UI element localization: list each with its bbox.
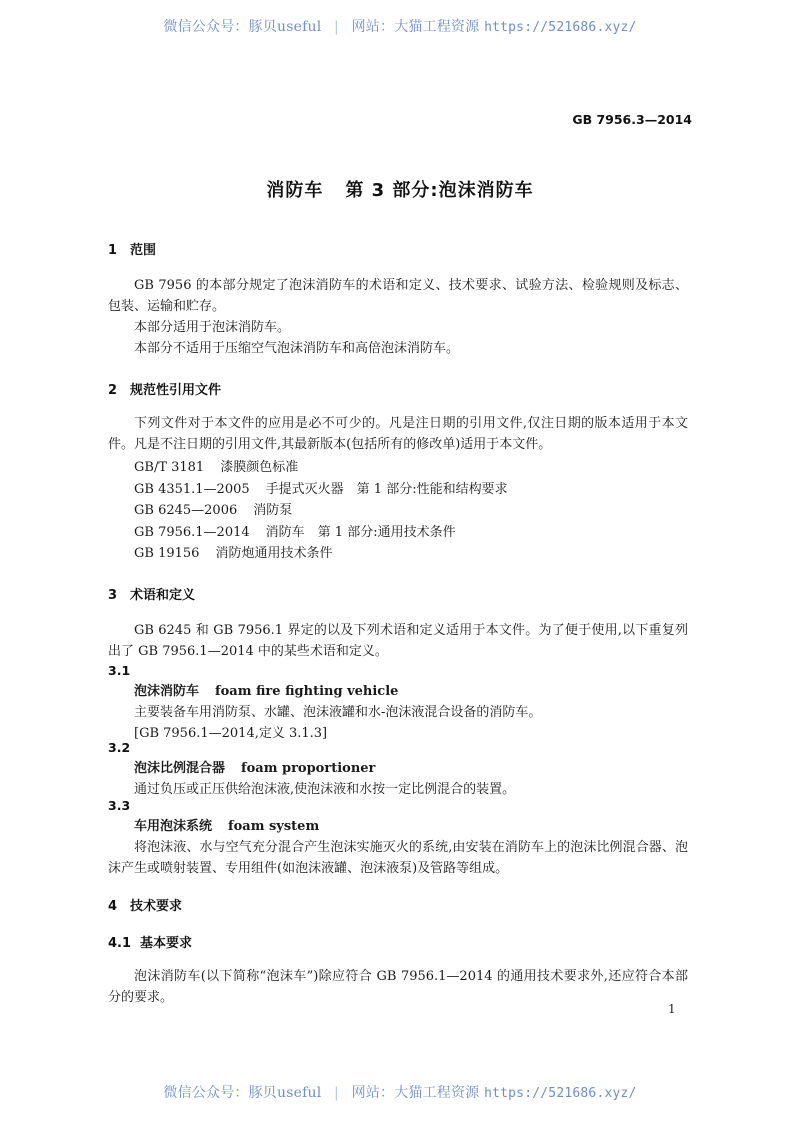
paragraph: 下列文件对于本文件的应用是必不可少的。凡是注日期的引用文件,仅注日期的版本适用于本文件。凡是不注日期的引用文件,其最新版本(包括所有的修改单)适用于本文件。: [108, 416, 688, 452]
term-name: [108, 681, 688, 702]
page-number: 1: [668, 1002, 676, 1016]
watermark-separator: |: [334, 1085, 339, 1101]
section-1-heading: [108, 239, 688, 258]
section-number: 2: [108, 383, 118, 398]
reference-code: GB 7956.1—2014: [134, 524, 250, 540]
paragraph: 本部分适用于泡沫消防车。: [134, 320, 291, 335]
title-part1: 消防车: [266, 180, 324, 201]
term-zh: 泡沫比例混合器: [134, 761, 226, 776]
term-zh: 车用泡沫系统: [134, 819, 213, 834]
subsection-title: 基本要求: [140, 936, 193, 951]
section-title: 术语和定义: [130, 588, 196, 603]
watermark-url-link[interactable]: https://521686.xyz/: [484, 1086, 637, 1101]
term-number: 3.2: [108, 740, 131, 755]
reference-title: 消防炮通用技术条件: [215, 546, 333, 561]
watermark-site: 网站：大猫工程资源: [351, 19, 480, 35]
term-en: foam system: [228, 819, 320, 834]
term-definition: 通过负压或正压供给泡沫液,使泡沫液和水按一定比例混合的装置。: [134, 782, 516, 797]
term-definition: 主要装备车用消防泵、水罐、泡沫液罐和水-泡沫液混合设备的消防车。: [134, 705, 542, 720]
paragraph: GB 7956 的本部分规定了泡沫消防车的术语和定义、技术要求、试验方法、检验规则及标志、包装、运输和贮存。: [108, 278, 688, 314]
reference-code: GB 19156: [134, 546, 200, 561]
section-2-body: [108, 413, 688, 455]
term-number: 3.3: [108, 798, 131, 813]
watermark-wechat: 微信公众号：豚贝useful: [163, 1085, 322, 1101]
section-1-body: [108, 275, 688, 359]
reference-code: GB 4351.1—2005: [134, 481, 250, 497]
watermark-site: 网站：大猫工程资源: [351, 1085, 480, 1101]
reference-list: [108, 457, 688, 565]
section-number: 1: [108, 243, 118, 258]
reference-item: [108, 522, 688, 544]
term-en: foam fire fighting vehicle: [215, 684, 399, 699]
standard-code: GB 7956.3—2014: [572, 112, 692, 127]
term-3-3: [108, 795, 688, 879]
document-title: [0, 176, 800, 202]
reference-title: 漆膜颜色标准: [220, 460, 299, 475]
term-3-1: [108, 660, 688, 744]
reference-code: GB/T 3181: [134, 460, 205, 475]
section-3-body: [108, 620, 688, 662]
term-definition: 将泡沫液、水与空气充分混合产生泡沫实施灭火的系统,由安装在消防车上的泡沫比例混合器、泡沫产生或喷射装置、专用组件(如泡沫液罐、泡沫液泵)及管路等组成。: [108, 840, 688, 876]
reference-title: 消防泵: [253, 503, 293, 518]
title-part2: 第 3 部分:泡沫消防车: [345, 180, 534, 201]
term-source: [GB 7956.1—2014,定义 3.1.3]: [134, 726, 328, 741]
term-3-2: [108, 737, 688, 800]
subsection-number: 4.1: [108, 936, 132, 951]
reference-item: [108, 479, 688, 501]
reference-item: [108, 543, 688, 565]
watermark-url-link[interactable]: https://521686.xyz/: [484, 20, 637, 35]
paragraph: GB 6245 和 GB 7956.1 界定的以及下列术语和定义适用于本文件。为了便于使用,以下重复列出了 GB 7956.1—2014 中的某些术语和定义。: [108, 623, 688, 659]
watermark-separator: |: [334, 19, 339, 35]
reference-title: 消防车 第 1 部分:通用技术条件: [265, 524, 456, 540]
term-en: foam proportioner: [241, 761, 376, 776]
section-number: 3: [108, 588, 118, 603]
section-title: 规范性引用文件: [130, 383, 222, 398]
section-4-heading: [108, 895, 688, 914]
watermark-top: [0, 16, 800, 36]
section-title: 范围: [130, 243, 157, 258]
reference-item: [108, 500, 688, 522]
reference-title: 手提式灭火器 第 1 部分:性能和结构要求: [265, 481, 508, 497]
reference-code: GB 6245—2006: [134, 503, 238, 518]
watermark-wechat: 微信公众号：豚贝useful: [163, 19, 322, 35]
term-name: [108, 816, 688, 837]
term-name: [108, 758, 688, 779]
section-4-1-body: [108, 966, 688, 1008]
section-4-1-heading: [108, 932, 688, 951]
section-number: 4: [108, 899, 118, 914]
reference-item: [108, 457, 688, 479]
section-title: 技术要求: [130, 899, 183, 914]
section-2-heading: [108, 379, 688, 398]
section-3-heading: [108, 584, 688, 603]
term-zh: 泡沫消防车: [134, 684, 200, 699]
term-number: 3.1: [108, 663, 131, 678]
watermark-bottom: [0, 1082, 800, 1102]
paragraph: 泡沫消防车(以下简称“泡沫车”)除应符合 GB 7956.1—2014 的通用技术要求外,还应符合本部分的要求。: [108, 969, 688, 1005]
paragraph: 本部分不适用于压缩空气泡沫消防车和高倍泡沫消防车。: [134, 341, 460, 356]
